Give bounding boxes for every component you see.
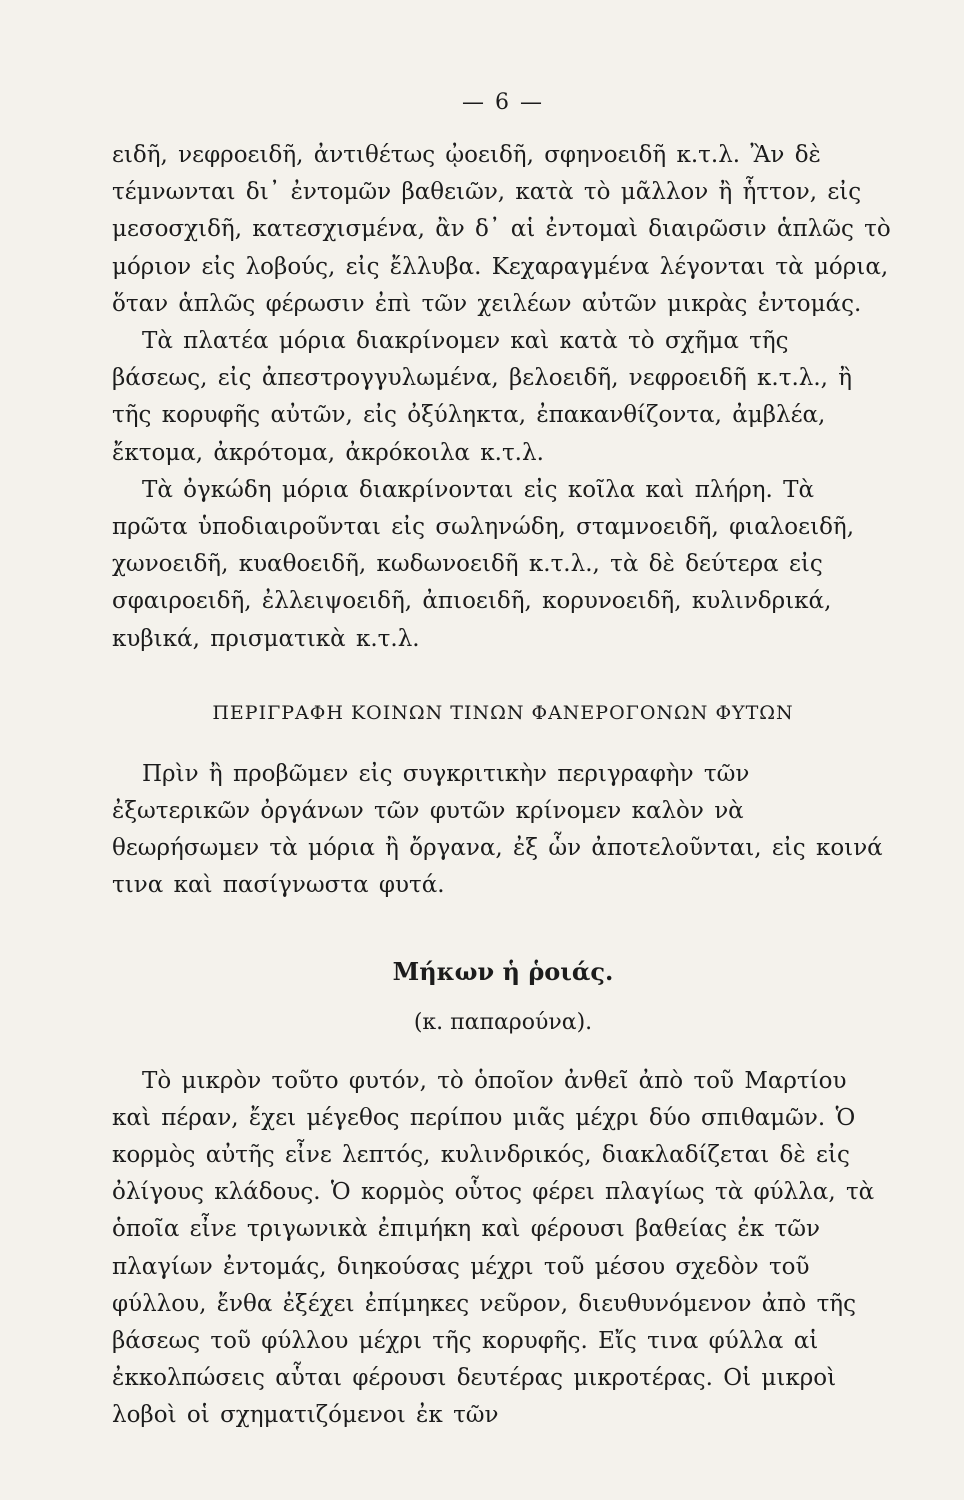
paragraph-leaf-shapes: ειδῆ, νεφροειδῆ, ἀντιθέτως ᾠοειδῆ, σφηνοειδῆ κ.τ.λ. Ἂν δὲ τέμνωνται δι᾽ ἐντομῶν βαθειῶν, κατὰ τὸ μᾶλλον ἢ ἧττον, εἰς μεσοσχιδῆ, κατεσχισμένα, ἂν δ᾽ αἱ ἐντομαὶ διαιρῶσιν ἁπλῶς τὸ μόριον εἰς λοβούς, εἰς ἔλλυβα. Κεχαραγμένα λέγονται τὰ μόρια, ὅταν ἁπλῶς φέρωσιν ἐπὶ τῶν χειλέων αὐτῶν μικρὰς ἐντομάς. [112,142,891,317]
page-number: — 6 — [462,90,544,115]
plant-title: Μήκων ἡ ῥοιάς. [392,956,614,986]
paragraph-bulky-parts: Τὰ ὀγκώδη μόρια διακρίνονται εἰς κοῖλα καὶ πλήρη. Τὰ πρῶτα ὑποδιαιροῦνται εἰς σωληνώδη, σταμνοειδῆ, φιαλοειδῆ, χωνοειδῆ, κυαθοειδῆ, κωδωνοειδῆ κ.τ.λ., τὰ δὲ δεύτερα εἰς σφαιροειδῆ, ἐλλειψοειδῆ, ἀπιοειδῆ, κορυνοειδῆ, κυλινδρικά, κυβικά, πρισματικὰ κ.τ.λ. [112,476,855,652]
plant-description-paragraph: Τὸ μικρὸν τοῦτο φυτόν, τὸ ὁποῖον ἀνθεῖ ἀπὸ τοῦ Μαρτίου καὶ πέραν, ἔχει μέγεθος περίπου μιᾶς μέχρι δύο σπιθαμῶν. Ὁ κορμὸς αὐτῆς εἶνε λεπτός, κυλινδρικός, διακλαδίζεται δὲ εἰς ὀλίγους κλάδους. Ὁ κορμὸς οὗτος φέρει πλαγίως τὰ φύλλα, τὰ ὁποῖα εἶνε τριγωνικὰ ἐπιμήκη καὶ φέρουσι βαθείας ἐκ τῶν πλαγίων ἐντομάς, διηκούσας μέχρι τοῦ μέσου σχεδὸν τοῦ φύλλου, ἔνθα ἐξέχει ἐπίμηκες νεῦρον, διευθυνόμενον ἀπὸ τῆς βάσεως τοῦ φύλλου μέχρι τῆς κορυφῆς. Εἴς τινα φύλλα αἱ ἐκκολπώσεις αὗται φέρουσι δευτέρας μικροτέρας. Οἱ μικροὶ λοβοὶ οἱ σχηματιζόμενοι ἐκ τῶν [112,1067,875,1429]
section-intro-paragraph: Πρὶν ἢ προβῶμεν εἰς συγκριτικὴν περιγραφὴν τῶν ἐξωτερικῶν ὀργάνων τῶν φυτῶν κρίνομεν καλὸν νὰ θεωρήσωμεν τὰ μόρια ἢ ὄργανα, ἐξ ὧν ἀποτελοῦνται, εἰς κοινά τινα καὶ πασίγνωστα φυτά. [112,760,883,899]
section-heading: ΠΕΡΙΓΡΑΦΗ ΚΟΙΝΩΝ ΤΙΝΩΝ ΦΑΝΕΡΟΓΟΝΩΝ ΦΥΤΩΝ [212,701,794,724]
plant-subtitle: (κ. παπαρούνα). [413,1009,593,1035]
paragraph-flat-parts: Τὰ πλατέα μόρια διακρίνομεν καὶ κατὰ τὸ σχῆμα τῆς βάσεως, εἰς ἀπεστρογγυλωμένα, βελοειδῆ, νεφροειδῆ κ.τ.λ., ἢ τῆς κορυφῆς αὐτῶν, εἰς ὀξύληκτα, ἐπακανθίζοντα, ἀμβλέα, ἔκτομα, ἀκρότομα, ἀκρόκοιλα κ.τ.λ. [112,328,853,466]
